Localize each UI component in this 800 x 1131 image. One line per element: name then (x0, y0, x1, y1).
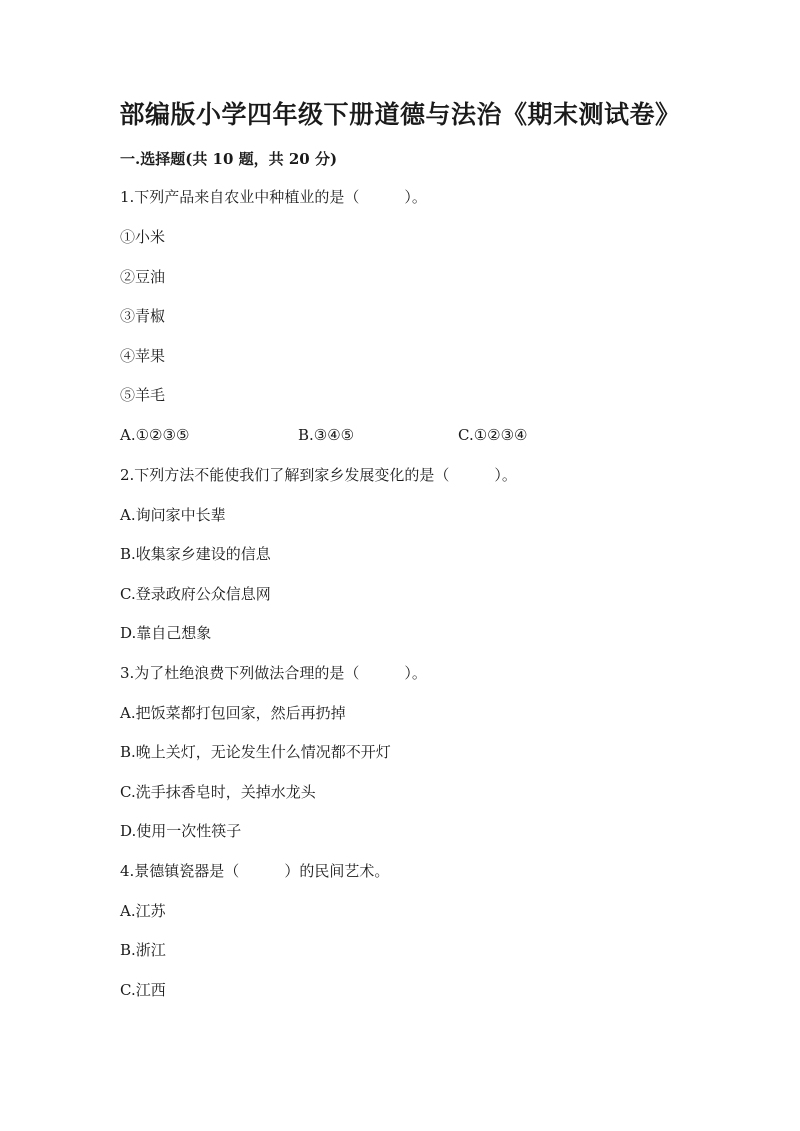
question-3-stem: 3.为了杜绝浪费下列做法合理的是（ ）。 (120, 664, 427, 682)
question-2-option-d[interactable]: D.靠自己想象 (120, 624, 212, 642)
question-2-stem: 2.下列方法不能使我们了解到家乡发展变化的是（ ）。 (120, 466, 517, 484)
question-3-option-c[interactable]: C.洗手抹香皂时，关掉水龙头 (120, 783, 316, 801)
question-4-option-b[interactable]: B.浙江 (120, 941, 166, 959)
question-1-option-b[interactable]: B.③④⑤ (298, 426, 355, 444)
question-3-option-d[interactable]: D.使用一次性筷子 (120, 822, 242, 840)
question-4-stem: 4.景德镇瓷器是（ ）的民间艺术。 (120, 862, 390, 880)
question-4-option-c[interactable]: C.江西 (120, 981, 166, 999)
document-title: 部编版小学四年级下册道德与法治《期末测试卷》 (119, 100, 681, 129)
question-1-option-c[interactable]: C.①②③④ (458, 426, 528, 444)
question-2-option-c[interactable]: C.登录政府公众信息网 (120, 585, 271, 603)
question-1-option-a[interactable]: A.①②③⑤ (120, 426, 190, 444)
section-heading: 一.选择题(共 10 题，共 20 分) (120, 150, 338, 168)
question-1-item-5: ⑤羊毛 (120, 386, 166, 404)
question-1-item-3: ③青椒 (120, 307, 166, 325)
question-1-stem: 1.下列产品来自农业中种植业的是（ ）。 (120, 188, 427, 206)
question-3-option-b[interactable]: B.晚上关灯，无论发生什么情况都不开灯 (120, 743, 391, 761)
question-1-options (120, 425, 680, 445)
question-1-item-2: ②豆油 (120, 268, 166, 286)
question-1-item-4: ④苹果 (120, 347, 166, 365)
question-2-option-a[interactable]: A.询问家中长辈 (120, 506, 226, 524)
question-4-option-a[interactable]: A.江苏 (120, 902, 166, 920)
question-1-item-1: ①小米 (120, 228, 166, 246)
question-2-option-b[interactable]: B.收集家乡建设的信息 (120, 545, 271, 563)
question-3-option-a[interactable]: A.把饭菜都打包回家，然后再扔掉 (120, 704, 346, 722)
